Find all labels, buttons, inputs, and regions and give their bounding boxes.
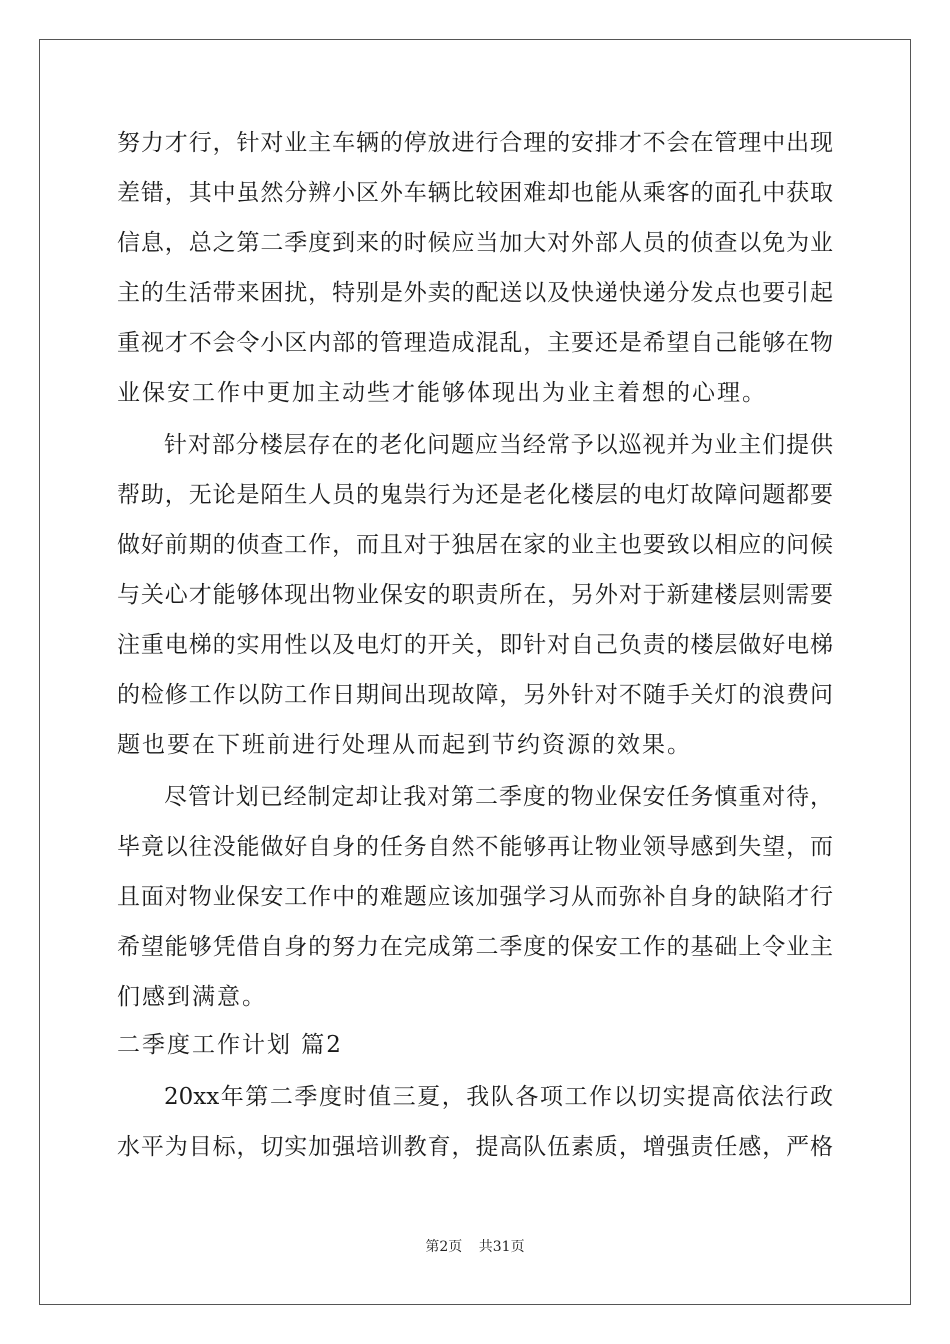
paragraph-3-line-3: 且面对物业保安工作中的难题应该加强学习从而弥补自身的缺陷才行 [117, 884, 833, 910]
paragraph-3-line-2: 毕竟以往没能做好自身的任务自然不能够再让物业领导感到失望，而 [117, 834, 833, 860]
page-total: 共31页 [478, 1239, 525, 1255]
paragraph-1-line-5: 重视才不会令小区内部的管理造成混乱，主要还是希望自己能够在物 [117, 330, 833, 356]
page-number: 第2页 [425, 1239, 463, 1255]
section-heading: 二季度工作计划 篇2 [117, 1032, 343, 1058]
paragraph-1-line-6: 业保安工作中更加主动些才能够体现出为业主着想的心理。 [117, 380, 767, 406]
paragraph-2-line-3: 做好前期的侦查工作，而且对于独居在家的业主也要致以相应的问候 [117, 532, 833, 558]
paragraph-2-line-5: 注重电梯的实用性以及电灯的开关，即针对自己负责的楼层做好电梯 [117, 632, 833, 658]
paragraph-1-line-2: 差错，其中虽然分辨小区外车辆比较困难却也能从乘客的面孔中获取 [117, 180, 833, 206]
paragraph-1-line-3: 信息，总之第二季度到来的时候应当加大对外部人员的侦查以免为业 [117, 230, 833, 256]
paragraph-1-line-4: 主的生活带来困扰，特别是外卖的配送以及快递快递分发点也要引起 [117, 280, 833, 306]
paragraph-3-line-1: 尽管计划已经制定却让我对第二季度的物业保安任务慎重对待， [164, 784, 833, 810]
paragraph-2-line-1: 针对部分楼层存在的老化问题应当经常予以巡视并为业主们提供 [164, 432, 833, 458]
paragraph-1-line-1: 努力才行，针对业主车辆的停放进行合理的安排才不会在管理中出现 [117, 130, 833, 156]
paragraph-2-line-6: 的检修工作以防工作日期间出现故障，另外针对不随手关灯的浪费问 [117, 682, 833, 708]
paragraph-2-line-2: 帮助，无论是陌生人员的鬼祟行为还是老化楼层的电灯故障问题都要 [117, 482, 833, 508]
paragraph-2-line-7: 题也要在下班前进行处理从而起到节约资源的效果。 [117, 732, 692, 758]
paragraph-3-line-4: 希望能够凭借自身的努力在完成第二季度的保安工作的基础上令业主 [117, 934, 833, 960]
paragraph-3-line-5: 们感到满意。 [117, 984, 267, 1010]
paragraph-4-line-1: 20xx年第二季度时值三夏，我队各项工作以切实提高依法行政 [164, 1084, 833, 1110]
page-footer [0, 1236, 950, 1256]
paragraph-4-line-2: 水平为目标，切实加强培训教育，提高队伍素质，增强责任感，严格 [117, 1134, 833, 1160]
paragraph-2-line-4: 与关心才能够体现出物业保安的职责所在，另外对于新建楼层则需要 [117, 582, 833, 608]
